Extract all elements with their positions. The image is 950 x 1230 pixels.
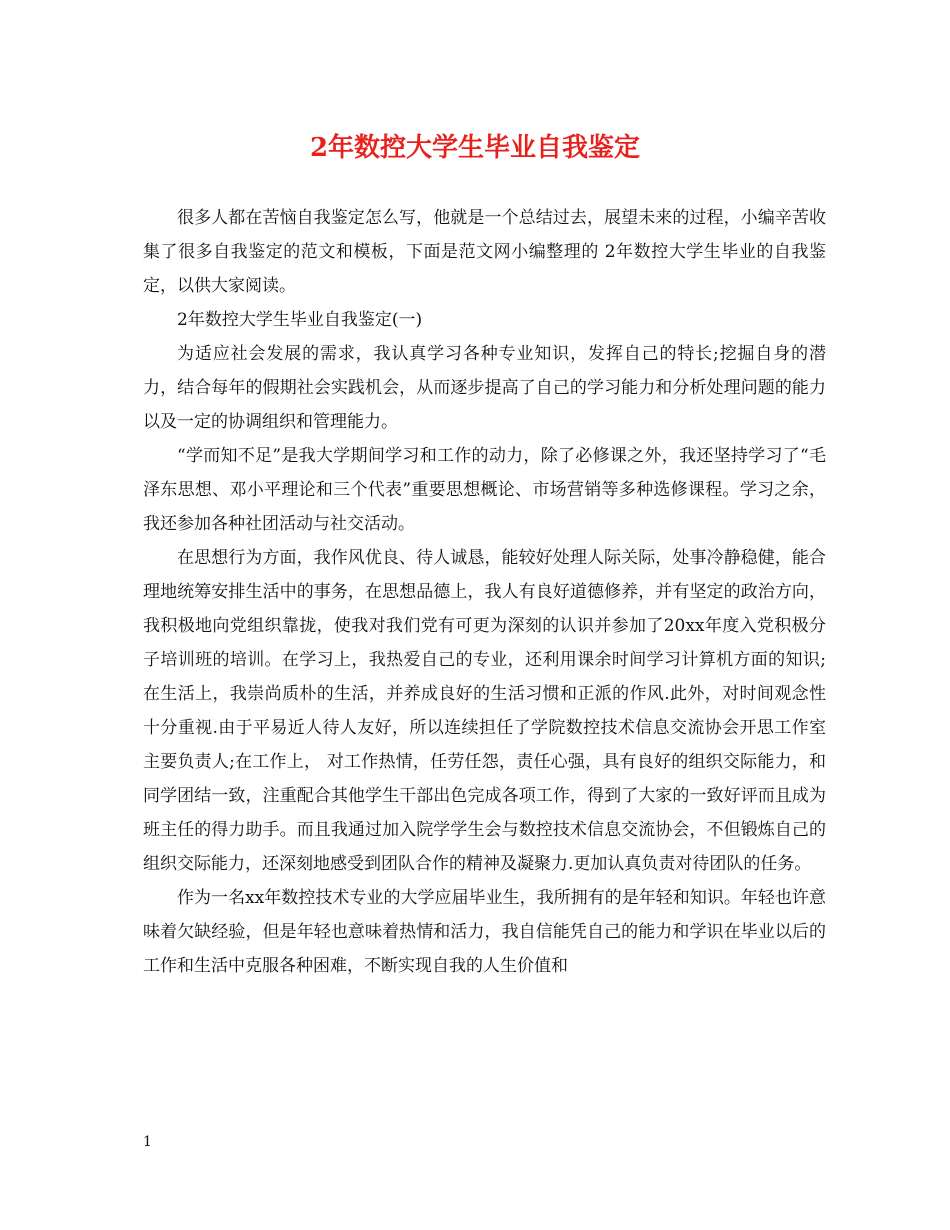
body-paragraph: 在思想行为方面，我作风优良、待人诚恳，能较好处理人际关际，处事冷静稳健，能合理地统筹安排生活中的事务，在思想品德上，我人有良好道德修养，并有坚定的政治方向，我积极地向党组织靠拢，使我对我们党有可更为深刻的认识并参加了20xx年度入党积极分子培训班的培训。在学习上，我热爱自己的专业，还利用课余时间学习计算机方面的知识;在生活上，我崇尚质朴的生活，并养成良好的生活习惯和正派的作风.此外，对时间观念性十分重视.由于平易近人待人友好，所以连续担任了学院数控技术信息交流协会开思工作室主要负责人;在工作上， 对工作热情，任劳任怨，责任心强，具有良好的组织交际能力，和同学团结一致，注重配合其他学生干部出色完成各项工作，得到了大家的一致好评而且成为班主任的得力助手。而且我通过加入院学学生会与数控技术信息交流协会，不但锻炼自己的组织交际能力，还深刻地感受到团队合作的精神及凝聚力.更加认真负责对待团队的任务。 — [143, 548, 826, 874]
body-paragraph: “学而知不足”是我大学期间学习和工作的动力，除了必修课之外，我还坚持学习了“毛泽东思想、邓小平理论和三个代表”重要思想概论、市场营销等多种选修课程。学习之余，我还参加各种社团活动与社交活动。 — [143, 446, 826, 534]
body-paragraph: 作为一名xx年数控技术专业的大学应届毕业生，我所拥有的是年轻和知识。年轻也许意味着欠缺经验，但是年轻也意味着热情和活力，我自信能凭自己的能力和学识在毕业以后的工作和生活中克服各种困难，不断实现自我的人生价值和 — [143, 888, 826, 976]
document-body — [143, 201, 826, 983]
page-number: 1 — [143, 1134, 152, 1150]
section-heading: 2年数控大学生毕业自我鉴定(一) — [177, 310, 423, 330]
body-paragraph: 为适应社会发展的需求，我认真学习各种专业知识，发挥自己的特长;挖掘自身的潜力，结合每年的假期社会实践机会，从而逐步提高了自己的学习能力和分析处理问题的能力以及一定的协调组织和管理能力。 — [143, 344, 826, 432]
intro-paragraph: 很多人都在苦恼自我鉴定怎么写，他就是一个总结过去，展望未来的过程，小编辛苦收集了很多自我鉴定的范文和模板，下面是范文网小编整理的 2年数控大学生毕业的自我鉴定，以供大家阅读。 — [143, 208, 826, 296]
document-title: 2年数控大学生毕业自我鉴定 — [309, 133, 641, 163]
